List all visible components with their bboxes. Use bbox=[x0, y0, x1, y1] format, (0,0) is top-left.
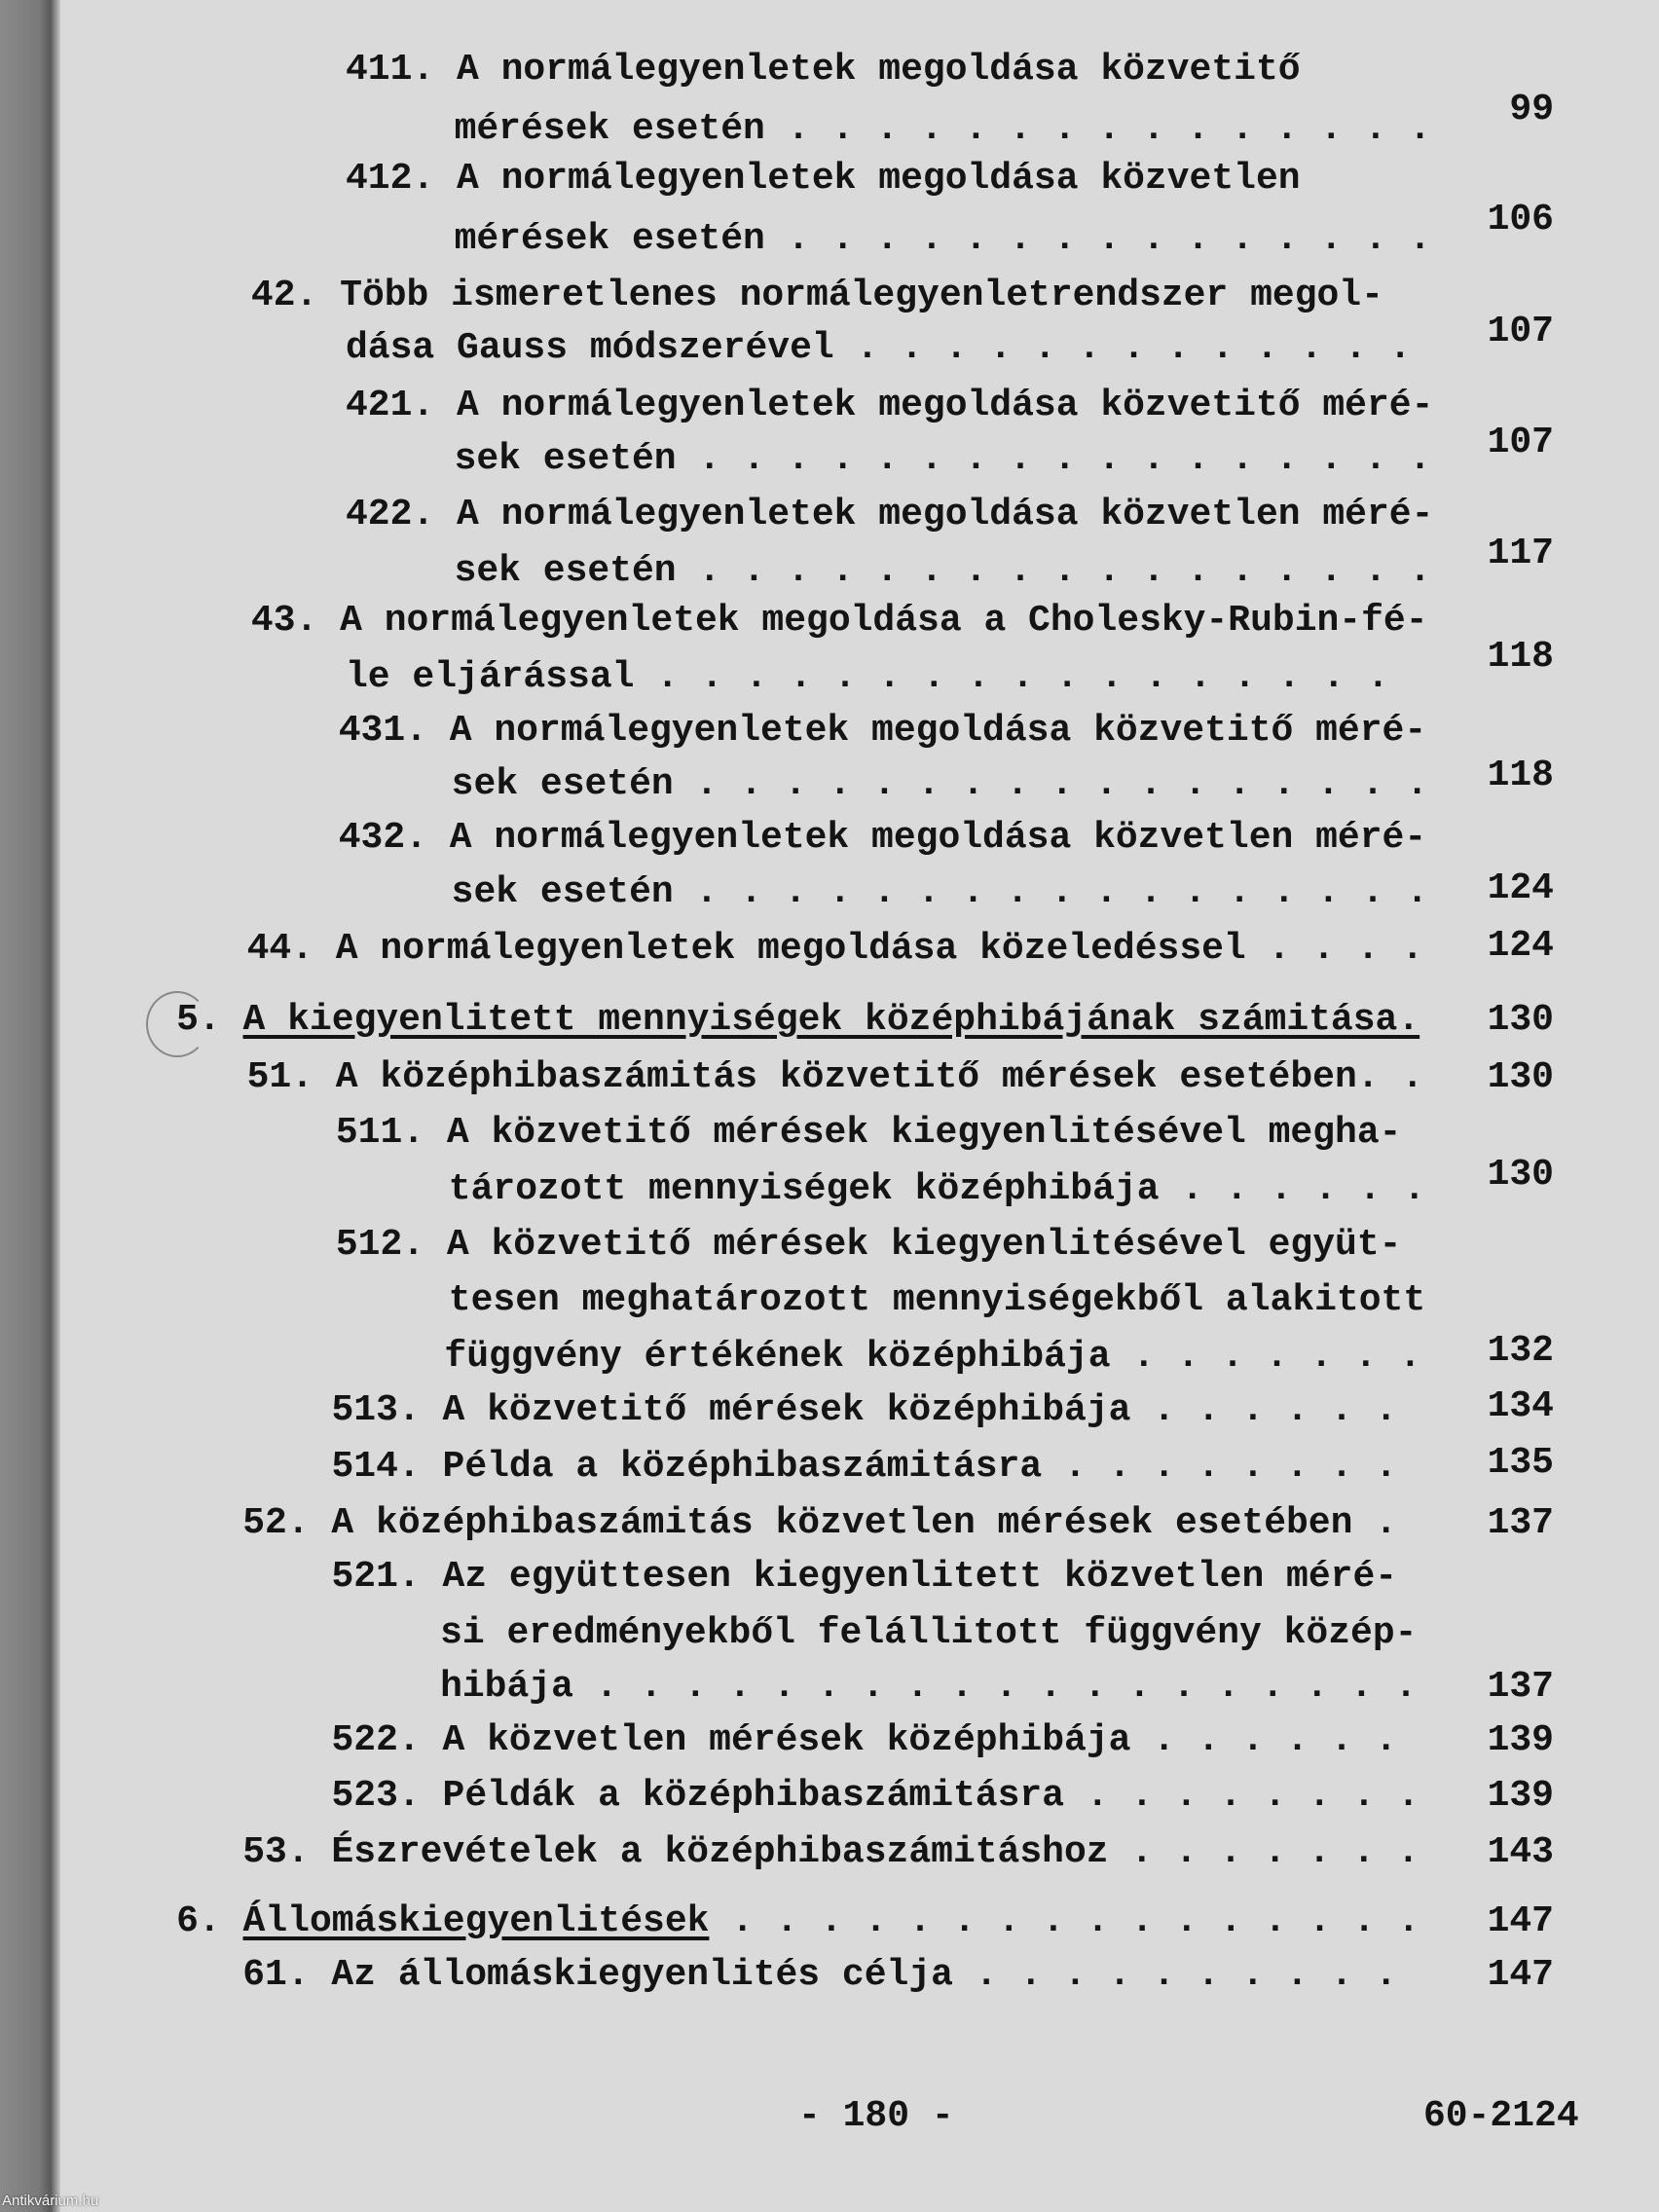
entry-title: 523. Példák a középhibaszámitásra bbox=[331, 1774, 1065, 1817]
toc-entry-line bbox=[332, 1389, 1398, 1432]
toc-page-number: 135 bbox=[1487, 1441, 1554, 1484]
toc-page-number: 107 bbox=[1487, 421, 1554, 463]
entry-title: 411. A normálegyenletek megoldása közvetitő bbox=[346, 49, 1301, 92]
entry-title: mérések esetén bbox=[454, 218, 765, 261]
entry-title: 421. A normálegyenletek megoldása közvetitő méré- bbox=[346, 385, 1434, 427]
toc-entry-line bbox=[251, 600, 1428, 643]
dot-leader: . . . . . . bbox=[1130, 1389, 1398, 1431]
toc-page-number: 137 bbox=[1487, 1666, 1554, 1708]
entry-title: 521. Az együttesen kiegyenlitett közvetlen méré- bbox=[331, 1555, 1398, 1598]
entry-title: hibája bbox=[440, 1666, 573, 1708]
toc-page-number: 130 bbox=[1487, 1056, 1554, 1099]
toc-entry-line bbox=[242, 1831, 1419, 1874]
entry-title: 43. A normálegyenletek megoldása a Cholesky-Rubin-fé- bbox=[250, 599, 1428, 642]
dot-leader: . . . . . . . . . . . . . bbox=[833, 326, 1412, 369]
entry-title: 431. A normálegyenletek megoldása közvetitő méré- bbox=[338, 709, 1427, 752]
toc-entry-line bbox=[339, 710, 1426, 753]
entry-title: 61. Az állomáskiegyenlités célja bbox=[242, 1953, 953, 1996]
entry-title: A kiegyenlitett mennyiségek középhibájának számitása. bbox=[242, 998, 1420, 1041]
dot-leader: . . . . . . . . . . . . . . . . . bbox=[634, 655, 1389, 698]
book-binding bbox=[0, 0, 60, 2212]
entry-title: 514. Példa a középhibaszámitásra bbox=[331, 1445, 1043, 1488]
toc-entry-line bbox=[346, 656, 1389, 699]
dot-leader: . bbox=[1352, 1501, 1398, 1544]
toc-page-number: 139 bbox=[1487, 1774, 1554, 1817]
toc-entry-line bbox=[455, 108, 1431, 151]
entry-title: le eljárással bbox=[346, 655, 635, 698]
toc-page-number: 117 bbox=[1487, 533, 1554, 575]
toc-entry-line bbox=[455, 550, 1431, 593]
entry-title: si eredményekből felállitott függvény közép- bbox=[440, 1611, 1418, 1654]
toc-page-number: 106 bbox=[1487, 199, 1554, 241]
entry-title: sek esetén bbox=[451, 871, 674, 914]
toc-entry-line bbox=[455, 218, 1431, 261]
dot-leader: . . . . . . . . . . . . . . . bbox=[764, 218, 1431, 261]
entry-title: 44. A normálegyenletek megoldása közeledéssel bbox=[246, 928, 1246, 971]
dot-leader: . . . . bbox=[1245, 928, 1424, 971]
dot-leader: . bbox=[1379, 1056, 1424, 1099]
dot-leader: . . . . . . . . . . . . . . . . . bbox=[676, 438, 1431, 481]
toc-entry-line bbox=[336, 1112, 1402, 1155]
dot-leader: . . . . . . . bbox=[1110, 1335, 1421, 1378]
entry-title: 412. A normálegyenletek megoldása közvetlen bbox=[346, 158, 1301, 201]
toc-entry-line bbox=[332, 1446, 1398, 1489]
toc-entry-line bbox=[247, 1056, 1424, 1099]
entry-title: sek esetén bbox=[454, 438, 677, 481]
toc-page-number: 147 bbox=[1487, 1899, 1554, 1942]
dot-leader: . . . . . . . . . . bbox=[952, 1953, 1398, 1996]
dot-leader: . . . . . . . bbox=[1108, 1830, 1419, 1873]
entry-title: 42. Több ismeretlenes normálegyenletrendszer megol- bbox=[250, 275, 1383, 317]
entry-title: 432. A normálegyenletek megoldása közvetlen méré- bbox=[338, 816, 1427, 859]
section-number: 6. bbox=[176, 1899, 243, 1942]
dot-leader: . . . . . . bbox=[1130, 1719, 1398, 1762]
toc-entry-line bbox=[440, 1612, 1417, 1655]
toc-entry-line bbox=[332, 1556, 1398, 1599]
toc-page-number: 143 bbox=[1487, 1830, 1554, 1873]
toc-entry-line bbox=[251, 275, 1383, 317]
entry-title: 511. A közvetitő mérések kiegyenlitésével megha- bbox=[335, 1111, 1402, 1154]
dot-leader: . . . . . . . . bbox=[1064, 1774, 1419, 1817]
toc-entry-line bbox=[449, 1168, 1425, 1211]
toc-entry-line bbox=[242, 1954, 1397, 1997]
toc-entry-line bbox=[332, 1719, 1398, 1762]
toc-entry-line bbox=[346, 158, 1301, 201]
entry-title: 51. A középhibaszámitás közvetitő mérések esetében. bbox=[246, 1056, 1380, 1099]
toc-page-number: 99 bbox=[1509, 89, 1554, 131]
entry-title: mérések esetén bbox=[454, 108, 765, 151]
entry-title: sek esetén bbox=[451, 762, 674, 805]
toc-page-number: 124 bbox=[1487, 866, 1554, 909]
toc-page-number: 118 bbox=[1487, 636, 1554, 679]
entry-title: 422. A normálegyenletek megoldása közvetlen méré- bbox=[346, 493, 1434, 535]
toc-entry-line bbox=[452, 763, 1428, 806]
entry-title: Állomáskiegyenlitések bbox=[242, 1899, 710, 1942]
dot-leader: . . . . . . bbox=[1159, 1167, 1426, 1210]
section-number: 5. bbox=[176, 998, 243, 1041]
toc-entry-line bbox=[339, 817, 1426, 860]
entry-title: tesen meghatározott mennyiségekből alakitott bbox=[448, 1278, 1426, 1321]
toc-page-number: 134 bbox=[1487, 1384, 1554, 1427]
toc-page-number: 139 bbox=[1487, 1719, 1554, 1762]
toc-entry-line bbox=[346, 327, 1412, 370]
entry-title: 52. A középhibaszámitás közvetlen mérések esetében bbox=[242, 1501, 1353, 1544]
toc-entry-line bbox=[176, 999, 1419, 1042]
toc-entry-line bbox=[242, 1502, 1397, 1545]
toc-entry-line bbox=[444, 1336, 1420, 1379]
toc-page-number: 132 bbox=[1487, 1330, 1554, 1373]
toc-page-number: 147 bbox=[1487, 1953, 1554, 1996]
toc-entry-line bbox=[346, 494, 1433, 536]
entry-title: 512. A közvetitő mérések kiegyenlitésével együt- bbox=[335, 1224, 1402, 1267]
toc-entry-line bbox=[247, 928, 1424, 971]
toc-entry-line bbox=[346, 385, 1433, 427]
toc-entry-line bbox=[449, 1279, 1425, 1322]
toc-entry-line bbox=[440, 1666, 1417, 1709]
toc-entry-line bbox=[176, 1900, 1419, 1943]
toc-entry-line bbox=[336, 1224, 1402, 1267]
dot-leader: . . . . . . . . . . . . . . . . . bbox=[676, 549, 1431, 592]
entry-title: 522. A közvetlen mérések középhibája bbox=[331, 1719, 1131, 1762]
entry-title: 513. A közvetitő mérések középhibája bbox=[331, 1389, 1131, 1431]
dot-leader: . . . . . . . . . . . . . . . . . bbox=[673, 762, 1429, 805]
watermark: Antikvárium.hu bbox=[2, 2193, 99, 2209]
dot-leader: . . . . . . . . bbox=[1042, 1445, 1398, 1488]
toc-entry-line bbox=[452, 871, 1428, 914]
toc-page-number: 107 bbox=[1487, 310, 1554, 352]
entry-title: tározott mennyiségek középhibája bbox=[448, 1167, 1160, 1210]
dot-leader: . . . . . . . . . . . . . . . . . . . bbox=[572, 1666, 1418, 1708]
toc-page-number: 130 bbox=[1487, 998, 1554, 1041]
toc-page-number: 124 bbox=[1487, 925, 1554, 968]
entry-title: dása Gauss módszerével bbox=[346, 326, 834, 369]
dot-leader: . . . . . . . . . . . . . . . . bbox=[709, 1899, 1420, 1942]
toc-page-number: 130 bbox=[1487, 1154, 1554, 1197]
entry-title: 53. Észrevételek a középhibaszámitáshoz bbox=[242, 1830, 1109, 1873]
print-code: 60-2124 bbox=[1423, 2095, 1579, 2137]
dot-leader: . . . . . . . . . . . . . . . bbox=[764, 108, 1431, 151]
entry-title: sek esetén bbox=[454, 549, 677, 592]
dot-leader: . . . . . . . . . . . . . . . . . bbox=[673, 871, 1429, 914]
page-number: - 180 - bbox=[798, 2095, 954, 2137]
toc-entry-line bbox=[332, 1775, 1419, 1818]
entry-title: függvény értékének középhibája bbox=[444, 1335, 1111, 1378]
toc-page-number: 118 bbox=[1487, 754, 1554, 796]
toc-entry-line bbox=[455, 438, 1431, 481]
toc-page-number: 137 bbox=[1487, 1501, 1554, 1544]
toc-entry-line bbox=[346, 49, 1301, 92]
